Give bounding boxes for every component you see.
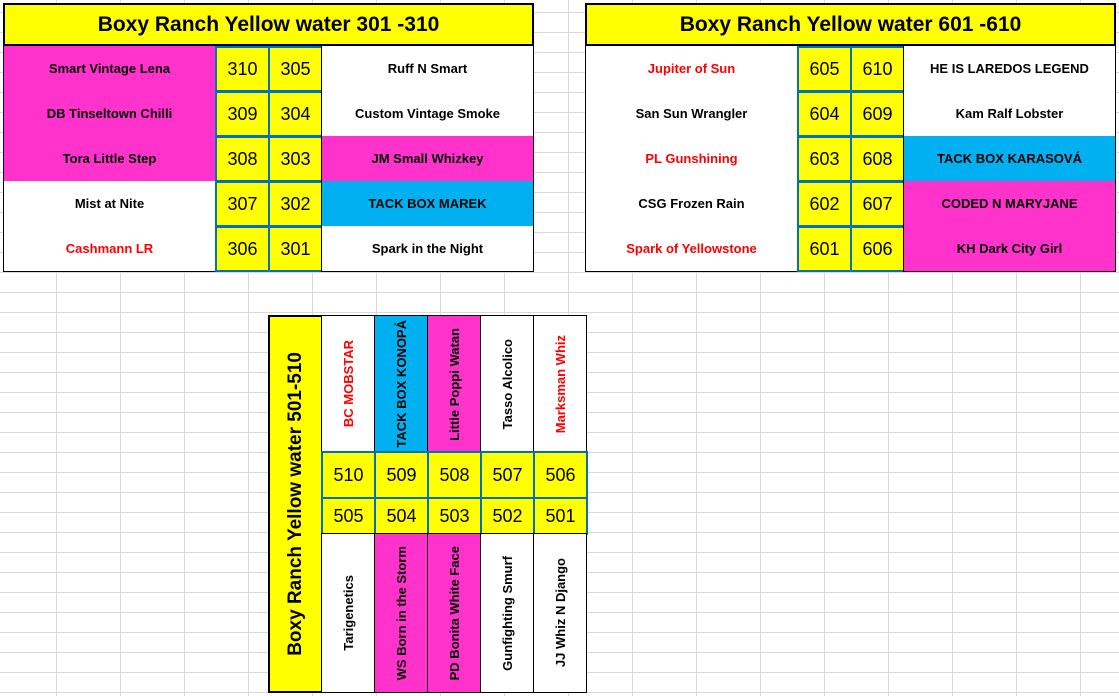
stall-number-cell: 507 [480, 451, 535, 499]
horse-name-cell: Spark of Yellowstone [585, 226, 798, 272]
horse-name-cell: Spark in the Night [321, 226, 534, 272]
block-title-501-510-text: Boxy Ranch Yellow water 501-510 [284, 352, 306, 656]
horse-name-cell-top [321, 315, 375, 453]
stall-number-cell: 608 [850, 136, 905, 182]
stall-number-cell: 309 [215, 91, 270, 137]
stall-number-cell: 609 [850, 91, 905, 137]
horse-name-cell-bottom [374, 533, 428, 693]
horse-name-cell: JM Small Whizkey [321, 136, 534, 182]
block-title-601-610: Boxy Ranch Yellow water 601 -610 [585, 3, 1116, 46]
stall-number-cell: 603 [797, 136, 852, 182]
horse-name-cell: HE IS LAREDOS LEGEND [903, 46, 1116, 92]
horse-name-cell-bottom [480, 533, 534, 693]
horse-name-text: Little Poppi Watan [446, 327, 462, 441]
stall-number-cell: 307 [215, 181, 270, 227]
horse-name-cell-top [374, 315, 428, 453]
stall-number-cell: 602 [797, 181, 852, 227]
horse-name-cell: Ruff N Smart [321, 46, 534, 92]
stall-number-cell: 310 [215, 46, 270, 92]
stall-number-cell: 302 [268, 181, 323, 227]
stall-number-cell: 306 [215, 226, 270, 272]
stall-number-cell: 604 [797, 91, 852, 137]
stall-number-cell: 303 [268, 136, 323, 182]
horse-name-cell: TACK BOX MAREK [321, 181, 534, 227]
stall-number-cell: 304 [268, 91, 323, 137]
horse-name-text: PD Bonita White Face [446, 545, 462, 681]
horse-name-cell: Custom Vintage Smoke [321, 91, 534, 137]
horse-name-cell: Smart Vintage Lena [3, 46, 216, 92]
horse-name-text: Tasso Alcolico [499, 338, 515, 430]
stall-number-cell: 502 [480, 497, 535, 535]
horse-name-cell: TACK BOX KARASOVÁ [903, 136, 1116, 182]
stall-number-cell: 504 [374, 497, 429, 535]
horse-name-text: Gunfighting Smurf [499, 555, 515, 671]
horse-name-cell: DB Tinseltown Chilli [3, 91, 216, 137]
horse-name-text: BC MOBSTAR [340, 340, 356, 428]
horse-name-cell: Mist at Nite [3, 181, 216, 227]
horse-name-cell: Kam Ralf Lobster [903, 91, 1116, 137]
stall-number-cell: 510 [321, 451, 376, 499]
stall-number-cell: 305 [268, 46, 323, 92]
horse-name-text: Marksman Whiz [552, 334, 568, 434]
stall-number-cell: 508 [427, 451, 482, 499]
horse-name-cell: Tora Little Step [3, 136, 216, 182]
horse-name-cell: CSG Frozen Rain [585, 181, 798, 227]
horse-name-cell-top [533, 315, 587, 453]
block-title-301-310: Boxy Ranch Yellow water 301 -310 [3, 3, 534, 46]
horse-name-cell-bottom [533, 533, 587, 693]
horse-name-text: WS Born in the Storm [393, 545, 409, 681]
block-title-501-510 [268, 315, 323, 693]
horse-name-cell-bottom [427, 533, 481, 693]
horse-name-text: TACK BOX KONOPÁ [393, 320, 409, 448]
horse-name-cell-top [427, 315, 481, 453]
stall-number-cell: 503 [427, 497, 482, 535]
stall-number-cell: 607 [850, 181, 905, 227]
stall-number-cell: 606 [850, 226, 905, 272]
stall-number-cell: 301 [268, 226, 323, 272]
horse-name-cell: Jupiter of Sun [585, 46, 798, 92]
horse-name-cell-bottom [321, 533, 375, 693]
horse-name-text: JJ Whiz N Django [552, 558, 568, 668]
stall-number-cell: 605 [797, 46, 852, 92]
stall-number-cell: 610 [850, 46, 905, 92]
stall-number-cell: 501 [533, 497, 588, 535]
horse-name-cell: CODED N MARYJANE [903, 181, 1116, 227]
horse-name-cell: San Sun Wrangler [585, 91, 798, 137]
stall-number-cell: 509 [374, 451, 429, 499]
horse-name-cell-top [480, 315, 534, 453]
horse-name-text: Tarigenetics [340, 575, 356, 651]
stall-number-cell: 601 [797, 226, 852, 272]
stall-number-cell: 505 [321, 497, 376, 535]
horse-name-cell: KH Dark City Girl [903, 226, 1116, 272]
horse-name-cell: PL Gunshining [585, 136, 798, 182]
horse-name-cell: Cashmann LR [3, 226, 216, 272]
stall-number-cell: 506 [533, 451, 588, 499]
stall-number-cell: 308 [215, 136, 270, 182]
